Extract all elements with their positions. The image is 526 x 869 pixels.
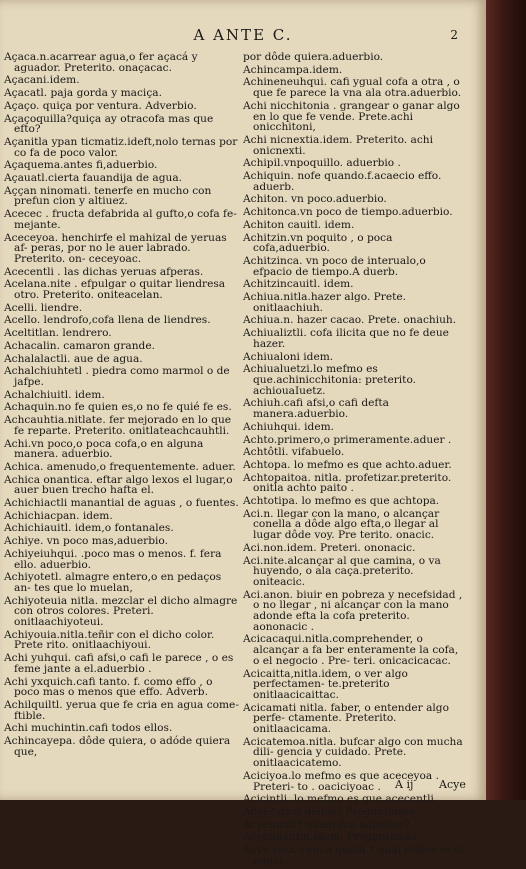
dictionary-entry: Achincampa.idem. bbox=[243, 63, 343, 76]
dictionary-entry: Aci.anon. biuir en pobreza y necefsidad , o no llegar , ni alcançar con la mano adonde efta la cofa preterito. aononacic . bbox=[243, 588, 463, 633]
dictionary-entry: Açaçoquilla?quiça ay otracofa mas que efto? bbox=[4, 112, 214, 136]
dictionary-entry: Acecec . fructa defabrida al gufto,o cofa fe- mejante. bbox=[4, 208, 237, 231]
right-column bbox=[243, 52, 465, 869]
dictionary-entry: Açacani.idem. bbox=[4, 74, 80, 87]
dictionary-entry: Achipil.vnpoquillo. aduerbio . bbox=[243, 157, 401, 170]
dictionary-entry: Achilquiltl. yerua que fe cria en agua come- ftible. bbox=[4, 698, 239, 722]
dictionary-entry: Achiualuetzi.lo mefmo es que.achinicchitonia: preterito. achiouaIuetz. bbox=[243, 363, 416, 397]
dictionary-entry: Achiyouia.nitla.teñir con el dicho color. Prete rito. onitlaachiyoui. bbox=[4, 628, 215, 652]
dictionary-entry: Acelli. liendre. bbox=[4, 301, 83, 314]
dictionary-entry: Achiuh.cafi afsi,o cafi defta manera.aduerbio. bbox=[243, 397, 389, 421]
dictionary-entry: Achiualiztli. cofa ilicita que no fe deue hazer. bbox=[243, 327, 449, 350]
dictionary-entry: Acicatemoa.nitla. bufcar algo con mucha dili- gencia y cuidado. Prete. onitlaacicatemo. bbox=[243, 735, 463, 770]
dictionary-entry: Achto.primero,o primeramente.aduer . bbox=[243, 433, 452, 446]
dictionary-entry: Achtopa. lo mefmo es que achto.aduer. bbox=[243, 458, 452, 471]
dictionary-entry: Achineneuhqui. cafi ygual cofa a otra , o que fe parece la vna ala otra.aduerbio. bbox=[243, 76, 462, 100]
dictionary-entry: Achi nicnextia.idem. Preterito. achi onicnexti. bbox=[243, 133, 434, 157]
dictionary-entry: Achichiacpan. idem. bbox=[4, 509, 113, 522]
dictionary-entry: Aceceyoa. henchirfe el mahizal de yeruas af- peras, por no le auer labrado. Preterito. on- ceceyoac. bbox=[4, 231, 227, 265]
dictionary-entry: Açanitla ypan ticmatiz.ideft,nolo ternas por co fa de poco valor. bbox=[4, 135, 238, 159]
dictionary-entry: Achiton cauitl. idem. bbox=[243, 218, 355, 231]
dictionary-entry: Achi muchintin.cafi todos ellos. bbox=[4, 722, 173, 735]
dictionary-entry: Achitzincauitl. idem. bbox=[243, 278, 354, 291]
dictionary-entry: Achitonca.vn poco de tiempo.aduerbio. bbox=[243, 206, 453, 219]
dictionary-entry: Achtotipa. lo mefmo es que achtopa. bbox=[243, 495, 440, 508]
book-spine bbox=[486, 0, 526, 800]
dictionary-entry: Achi.vn poco,o poca cofa,o en alguna manera. aduerbio. bbox=[4, 437, 204, 461]
dictionary-entry: Aci.n. llegar con la mano, o alcançar conella a dôde algo efta,o llegar al lugar dôde voy. Pre terito. onacic. bbox=[243, 507, 440, 542]
dictionary-entry: Acye? qual dellos? Preguntando. bbox=[243, 806, 418, 818]
dictionary-entry: Acye ynoc cenca qualli ? qual dellos es el mejor. bbox=[243, 844, 465, 867]
dictionary-entry: Achalchiuhtetl . piedra como marmol o de jafpe. bbox=[4, 365, 230, 388]
dictionary-entry: Achalchiuitl. idem. bbox=[4, 388, 105, 401]
dictionary-entry: Acicintli..lo mefmo es que acecentli. bbox=[243, 793, 438, 806]
dictionary-entry: Acelana.nite . efpulgar o quitar liendresa otro. Preterito. oniteacelan. bbox=[4, 278, 226, 302]
dictionary-entry: Achica onantica. eftar algo lexos el lugar,o auer buen trecho hafta el. bbox=[4, 473, 233, 497]
dictionary-entry: Achiuhqui. idem. bbox=[243, 420, 335, 433]
dictionary-entry: Acyehuantin.idem. Preguntando. bbox=[243, 831, 420, 844]
dictionary-entry: Achacalin. camaron grande. bbox=[4, 339, 155, 352]
dictionary-entry: Aceltitlan. lendrero. bbox=[4, 327, 112, 340]
dictionary-entry: Achincayepa. dôde quiera, o adóde quiera que, bbox=[4, 735, 231, 758]
dictionary-entry: Achitzin.vn poquito , o poca cofa,aduerbio. bbox=[243, 231, 393, 255]
dictionary-entry: Acicacaqui.nitla.comprehender, o alcançar a fa ber enteramente la cofa, o el negocio . Pre- teri. onicacicacac. bbox=[243, 633, 459, 667]
dictionary-entry: Achi nicchitonia . grangear o ganar algo en lo que fe vende. Prete.achi onicchitoni, bbox=[243, 99, 460, 134]
dictionary-entry: Achitzinca. vn poco de interualo,o efpacio de tiempo.A duerb. bbox=[243, 254, 426, 278]
dictionary-entry: Achiyeiuhqui. .poco mas o menos. f. fera ello. aduerbio. bbox=[4, 547, 222, 571]
dictionary-entry: Aççan ninomati. tenerfe en mucho con prefun cion y altiuez. bbox=[4, 184, 212, 208]
dictionary-entry: Achcauhtia.nitlate. fer mejorado en lo que fe reparte. Preterito. onitlateachcauhtli. bbox=[4, 414, 232, 437]
dictionary-entry: Achi yxquich.cafi tanto. f. como effo , o poco mas o menos que effo. Adverb. bbox=[4, 675, 213, 699]
dictionary-entry: Acicamati nitla. faber, o entender algo perfe- ctamente. Preterito. onitlaacicama. bbox=[243, 701, 449, 736]
dictionary-entry: Acecentli . las dichas yeruas afperas. bbox=[4, 265, 204, 278]
left-column bbox=[4, 52, 240, 759]
dictionary-entry: Achiyotetl. almagre entero,o en pedaços an- tes que lo muelan, bbox=[4, 571, 222, 594]
dictionary-entry: Açacatl. paja gorda y maciça. bbox=[4, 87, 162, 100]
dictionary-entry: Achiyoteuia nitla. mezclar el dicho almagre con otros colores. Preteri. onitlaachiyoteui. bbox=[4, 594, 238, 629]
dictionary-entry: Açaquema.antes fi,aduerbio. bbox=[4, 159, 158, 172]
dictionary-entry: Achtôtli. vifabuelo. bbox=[243, 446, 345, 459]
page-header bbox=[0, 26, 486, 46]
dictionary-entry: Achtopaitoa. nitla. profetizar.preterito. onitla achto paito . bbox=[243, 471, 452, 495]
dictionary-entry: Achiualoni idem. bbox=[243, 350, 334, 363]
signature-mark: A ij bbox=[395, 778, 414, 791]
running-title: A ANTE C. bbox=[193, 26, 293, 44]
catchword: Acye bbox=[439, 778, 466, 791]
dictionary-entry: Açaca.n.acarrear agua,o fer açacá y aguador. Preterito. onaçacac. bbox=[4, 51, 198, 74]
dictionary-entry: Acello. lendrofo,cofa llena de liendres. bbox=[4, 314, 211, 327]
dictionary-entry: Achiquin. nofe quando.f.acaecio effo. aduerb. bbox=[243, 170, 442, 193]
dictionary-entry: Achaquin.no fe quien es,o no fe quié fe es. bbox=[4, 401, 232, 414]
dictionary-entry: Achiua.nitla.hazer algo. Prete. onitlaachiuh. bbox=[243, 291, 407, 314]
dictionary-entry: Achiua.n. hazer cacao. Prete. onachiuh. bbox=[243, 314, 457, 327]
dictionary-entry: Açauatl.cierta fauandija de agua. bbox=[4, 172, 183, 185]
page-number: 2 bbox=[450, 28, 458, 42]
dictionary-entry: Achichiactli manantial de aguas , o fuentes. bbox=[4, 497, 239, 510]
dictionary-entry: Achiton. vn poco.aduerbio. bbox=[243, 193, 387, 206]
dictionary-entry: por dôde quiera.aduerbio. bbox=[243, 51, 384, 63]
dictionary-entry: Achi yuhqui. cafi afsi,o cafi le parece , o es feme jante a el.aduerbio . bbox=[4, 652, 234, 675]
dictionary-entry: Açaço. quiça por ventura. Adverbio. bbox=[4, 99, 197, 112]
dictionary-entry: Achichiauitl. idem,o fontanales. bbox=[4, 522, 174, 535]
dictionary-entry: Achica. amenudo,o frequentemente. aduer. bbox=[4, 460, 236, 473]
dictionary-entry: Acyehuatl? quien fon aquellos? bbox=[243, 818, 410, 831]
dictionary-entry: Achiye. vn poco mas,aduerbio. bbox=[4, 535, 168, 548]
dictionary-entry: Achalalactli. aue de agua. bbox=[4, 352, 143, 365]
dictionary-entry: Aci.nite.alcançar al que camina, o va huyendo, o ala caça.preterito. oniteacic. bbox=[243, 554, 441, 588]
dictionary-entry: Acicaitta,nitla.idem, o ver algo perfectamen- te.preterito onitlaacicaittac. bbox=[243, 667, 408, 701]
dictionary-entry: Aci.non.idem. Preteri. ononacic. bbox=[243, 541, 416, 554]
dictionary-entry: Aciciyoa.lo mefmo es que aceceyoa . Preteri- to . oaciciyoac . bbox=[243, 769, 439, 793]
